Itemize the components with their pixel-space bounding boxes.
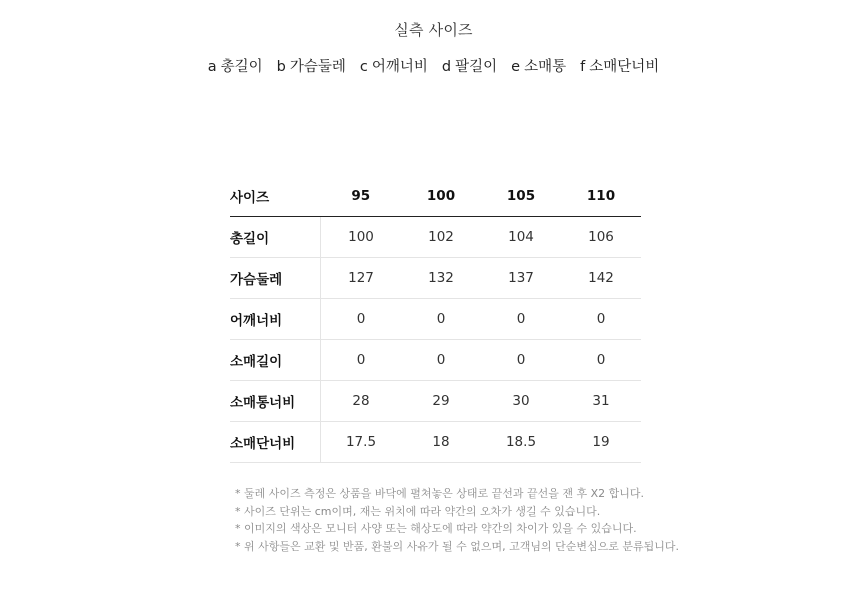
page-title: 실측 사이즈 [394,21,473,39]
legend-label: 팔길이 [455,59,498,75]
table-cell: 127 [348,270,374,286]
table-row [230,381,641,422]
legend-item-a [208,55,263,76]
row-label: 소매통너비 [230,381,321,422]
legend-item-f [580,55,659,76]
table-cell: 142 [588,270,614,286]
header-size-105: 105 [481,176,561,217]
header-size-110: 110 [561,176,641,217]
table-cell: 0 [356,352,366,368]
note-line: * 둘레 사이즈 측정은 상품을 바닥에 펼쳐놓은 상태로 끝선과 끝선을 잰 후 X2 합니다. [235,487,645,500]
legend-label: 소매통 [524,59,567,75]
table-row [230,340,641,381]
table-cell: 19 [592,434,610,450]
legend-item-b [277,55,346,76]
table-cell: 0 [436,311,446,327]
header-size-100: 100 [401,176,481,217]
row-label: 가슴둘레 [230,258,321,299]
table-cell: 30 [512,393,530,409]
legend-item-e [511,55,566,76]
table-cell: 28 [352,393,370,409]
table-cell: 31 [592,393,610,409]
size-table [230,176,641,463]
table-cell: 132 [428,270,454,286]
table-cell: 0 [356,311,366,327]
table-cell: 100 [348,229,374,245]
table-row [230,422,641,463]
table-cell: 17.5 [345,434,377,450]
legend-label: 총길이 [220,59,263,75]
table-row [230,258,641,299]
legend-key: c [359,59,368,75]
legend-key: d [441,59,452,75]
header-size-label: 사이즈 [230,176,321,217]
table-cell: 0 [596,352,606,368]
row-label: 소매길이 [230,340,321,381]
note-line: * 이미지의 색상은 모니터 사양 또는 해상도에 따라 약간의 차이가 있을 수 있습니다. [235,522,637,536]
legend-key: f [580,59,586,75]
table-cell: 18 [432,434,450,450]
legend-label: 어깨너비 [371,59,428,75]
row-label: 어깨너비 [230,299,321,340]
size-notes [235,485,679,555]
row-label: 총길이 [230,217,321,258]
table-cell: 0 [596,311,606,327]
legend-item-d [442,55,497,76]
table-cell: 137 [508,270,534,286]
note-line: * 사이즈 단위는 cm이며, 재는 위치에 따라 약간의 오차가 생길 수 있습니다. [235,504,601,518]
legend-label: 가슴둘레 [289,59,346,75]
note-line: * 위 사항들은 교환 및 반품, 환불의 사유가 될 수 없으며, 고객님의 단순변심으로 분류됩니다. [235,539,679,553]
legend-key: b [276,59,286,75]
legend-key: e [511,59,521,75]
legend-item-c [360,55,428,76]
table-row [230,217,641,258]
table-cell: 102 [428,229,454,245]
table-cell: 104 [508,229,534,245]
table-cell: 0 [516,352,526,368]
table-row [230,299,641,340]
table-cell: 0 [516,311,526,327]
row-label: 소매단너비 [230,422,321,463]
table-cell: 106 [588,229,614,245]
header-size-95: 95 [321,176,402,217]
legend-key: a [207,59,217,75]
legend-label: 소매단너비 [589,59,660,75]
table-header-row [230,176,641,217]
table-cell: 18.5 [505,434,537,450]
table-cell: 0 [436,352,446,368]
table-cell: 29 [432,393,450,409]
measurement-legend [0,55,867,76]
